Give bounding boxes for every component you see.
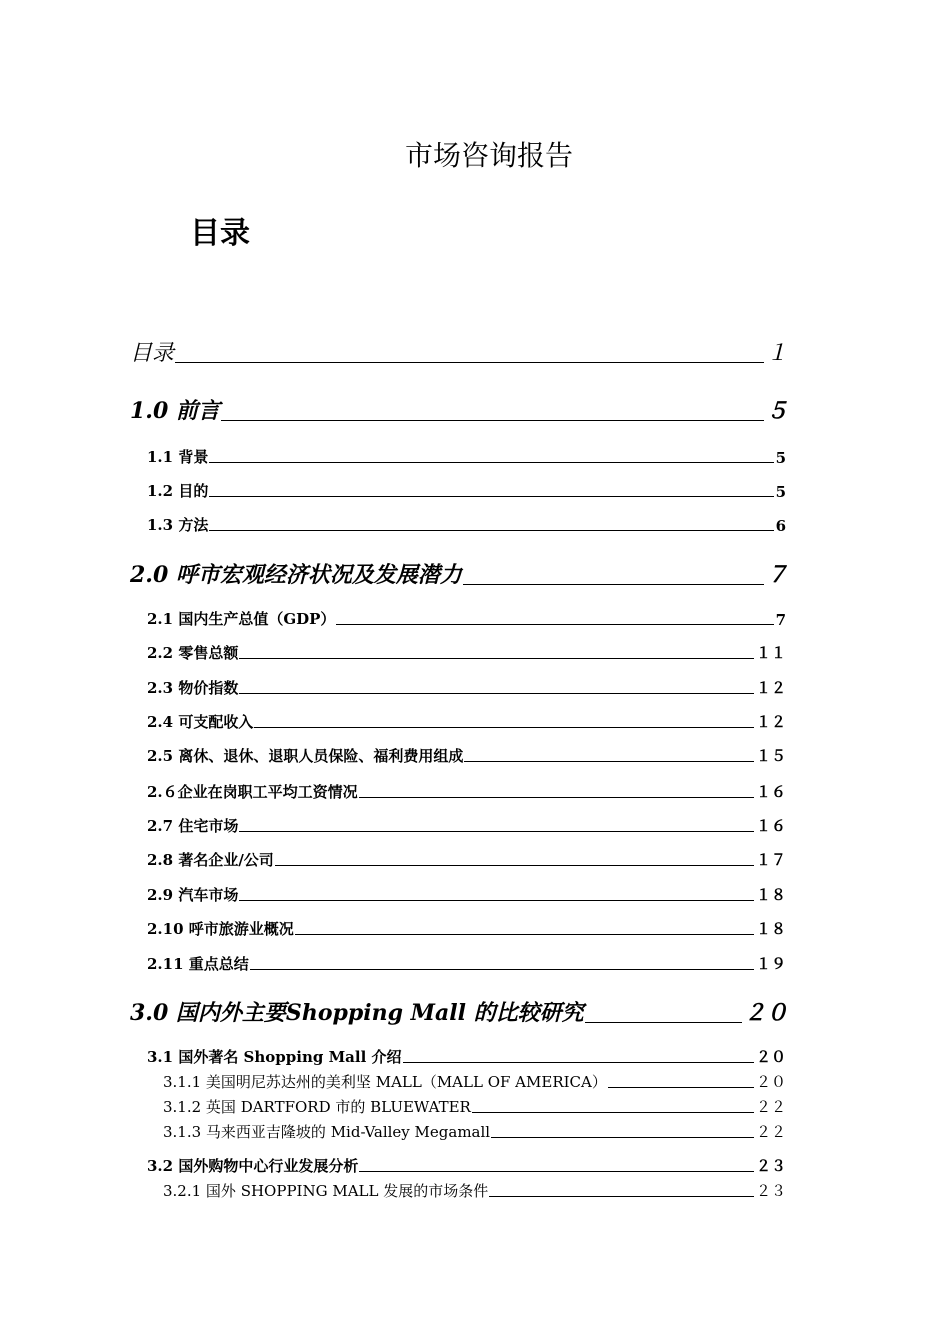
toc-entry-label: 1.3 方法 xyxy=(147,516,209,534)
toc-entry[interactable] xyxy=(147,642,786,663)
toc-page-number: ２２ xyxy=(755,1098,786,1116)
toc-entry-label: 3.2.1 国外 SHOPPING MALL 发展的市场条件 xyxy=(163,1182,489,1200)
toc-leader-line xyxy=(221,420,764,421)
toc-page-number: 5 xyxy=(775,483,786,501)
toc-page-number: １７ xyxy=(755,851,786,869)
toc-entry-label: 2.9 汽车市场 xyxy=(147,886,239,904)
toc-leader-line xyxy=(403,1062,754,1063)
toc-page-number: ２０ xyxy=(755,1048,786,1066)
toc-entry-label: 1.0 前言 xyxy=(130,398,220,424)
toc-page-number: １８ xyxy=(755,920,786,938)
toc-leader-line xyxy=(209,462,773,463)
toc-leader-line xyxy=(359,797,754,798)
toc-leader-line xyxy=(275,865,754,866)
toc-entry-label: 2.5 离休、退休、退职人员保险、福利费用组成 xyxy=(147,747,464,765)
toc-leader-line xyxy=(472,1112,754,1113)
toc-entry-label: 2.7 住宅市场 xyxy=(147,817,239,835)
toc-entry-label: 2.10 呼市旅游业概况 xyxy=(147,920,294,938)
toc-entry-label: 2.６企业在岗职工平均工资情况 xyxy=(147,783,358,801)
toc-entry-label: 目录 xyxy=(130,341,175,366)
toc-leader-line xyxy=(464,761,754,762)
toc-entry-label: 2.8 著名企业/公司 xyxy=(147,851,274,869)
toc-entry[interactable] xyxy=(147,480,786,501)
toc-leader-line xyxy=(491,1137,754,1138)
toc-entry-label: 1.1 背景 xyxy=(147,448,209,466)
toc-page-number: １５ xyxy=(755,747,786,765)
toc-entry[interactable] xyxy=(147,849,786,870)
toc-entry-label: 2.11 重点总结 xyxy=(147,955,249,973)
toc-entry-label: 2.3 物价指数 xyxy=(147,679,239,697)
toc-entry[interactable] xyxy=(147,781,786,802)
toc-entry[interactable] xyxy=(130,558,788,589)
toc-entry[interactable] xyxy=(147,446,786,467)
toc-leader-line xyxy=(239,900,754,901)
toc-page-number: １２ xyxy=(755,713,786,731)
toc-page-number: ２３ xyxy=(755,1157,786,1175)
toc-page-number: 5 xyxy=(775,449,786,467)
toc-entry-label: 3.1 国外著名 Shopping Mall 介绍 xyxy=(147,1048,402,1066)
toc-page-number: １６ xyxy=(755,817,786,835)
toc-entry-label: 3.2 国外购物中心行业发展分析 xyxy=(147,1157,359,1175)
toc-entry[interactable] xyxy=(130,336,788,367)
toc-page-number: １２ xyxy=(755,679,786,697)
toc-leader-line xyxy=(585,1022,742,1023)
toc-leader-line xyxy=(336,624,773,625)
document-title: 市场咨询报告 xyxy=(404,139,573,172)
toc-leader-line xyxy=(359,1171,754,1172)
toc-leader-line xyxy=(239,693,754,694)
toc-entry[interactable] xyxy=(147,815,786,836)
toc-leader-line xyxy=(295,934,754,935)
toc-entry-label: 1.2 目的 xyxy=(147,482,209,500)
toc-leader-line xyxy=(239,658,754,659)
toc-page-number: ５ xyxy=(765,398,788,424)
toc-entry[interactable] xyxy=(163,1071,786,1092)
toc-entry[interactable] xyxy=(147,711,786,732)
toc-entry-label: 2.2 零售总额 xyxy=(147,644,239,662)
toc-page-number: １１ xyxy=(755,644,786,662)
toc-entry[interactable] xyxy=(163,1096,786,1117)
toc-entry-label: 3.1.3 马来西亚吉隆坡的 Mid-Valley Megamall xyxy=(163,1123,491,1141)
toc-leader-line xyxy=(254,727,754,728)
toc-page-number: １８ xyxy=(755,886,786,904)
toc-page-number: ７ xyxy=(765,562,788,588)
toc-entry-label: 3.1.1 美国明尼苏达州的美利坚 MALL（MALL OF AMERICA） xyxy=(163,1073,607,1091)
toc-entry[interactable] xyxy=(147,953,786,974)
toc-page-number: １ xyxy=(765,341,788,366)
toc-leader-line xyxy=(608,1087,754,1088)
toc-page-number: ２２ xyxy=(755,1123,786,1141)
toc-page-number: ２０ xyxy=(755,1073,786,1091)
toc-heading: 目录 xyxy=(190,216,250,251)
toc-page-number: １６ xyxy=(755,783,786,801)
toc-entry[interactable] xyxy=(147,745,786,766)
toc-entry-label: 3.1.2 英国 DARTFORD 市的 BLUEWATER xyxy=(163,1098,471,1116)
toc-leader-line xyxy=(250,969,754,970)
toc-page-number: 6 xyxy=(775,517,786,535)
toc-entry[interactable] xyxy=(147,884,786,905)
toc-entry[interactable] xyxy=(163,1180,786,1201)
toc-page-number: 7 xyxy=(775,611,786,629)
toc-leader-line xyxy=(209,496,773,497)
toc-entry[interactable] xyxy=(147,1046,786,1067)
toc-entry[interactable] xyxy=(147,677,786,698)
toc-leader-line xyxy=(239,831,754,832)
toc-entry[interactable] xyxy=(147,514,786,535)
toc-leader-line xyxy=(175,362,764,363)
toc-leader-line xyxy=(489,1196,754,1197)
toc-leader-line xyxy=(463,584,764,585)
toc-entry[interactable] xyxy=(147,608,786,629)
toc-leader-line xyxy=(209,530,773,531)
toc-entry-label: 2.1 国内生产总值（GDP） xyxy=(147,610,336,628)
toc-entry[interactable] xyxy=(130,996,788,1027)
toc-entry[interactable] xyxy=(147,918,786,939)
toc-entry[interactable] xyxy=(130,394,788,425)
toc-entry-label: 2.4 可支配收入 xyxy=(147,713,254,731)
toc-entry-label: 3.0 国内外主要Shopping Mall 的比较研究 xyxy=(130,1000,584,1026)
toc-page-number: ２３ xyxy=(755,1182,786,1200)
toc-entry[interactable] xyxy=(163,1121,786,1142)
toc-page-number: １９ xyxy=(755,955,786,973)
toc-entry-label: 2.0 呼市宏观经济状况及发展潜力 xyxy=(130,562,462,588)
toc-page-number: ２０ xyxy=(743,1000,788,1026)
toc-entry[interactable] xyxy=(147,1155,786,1176)
